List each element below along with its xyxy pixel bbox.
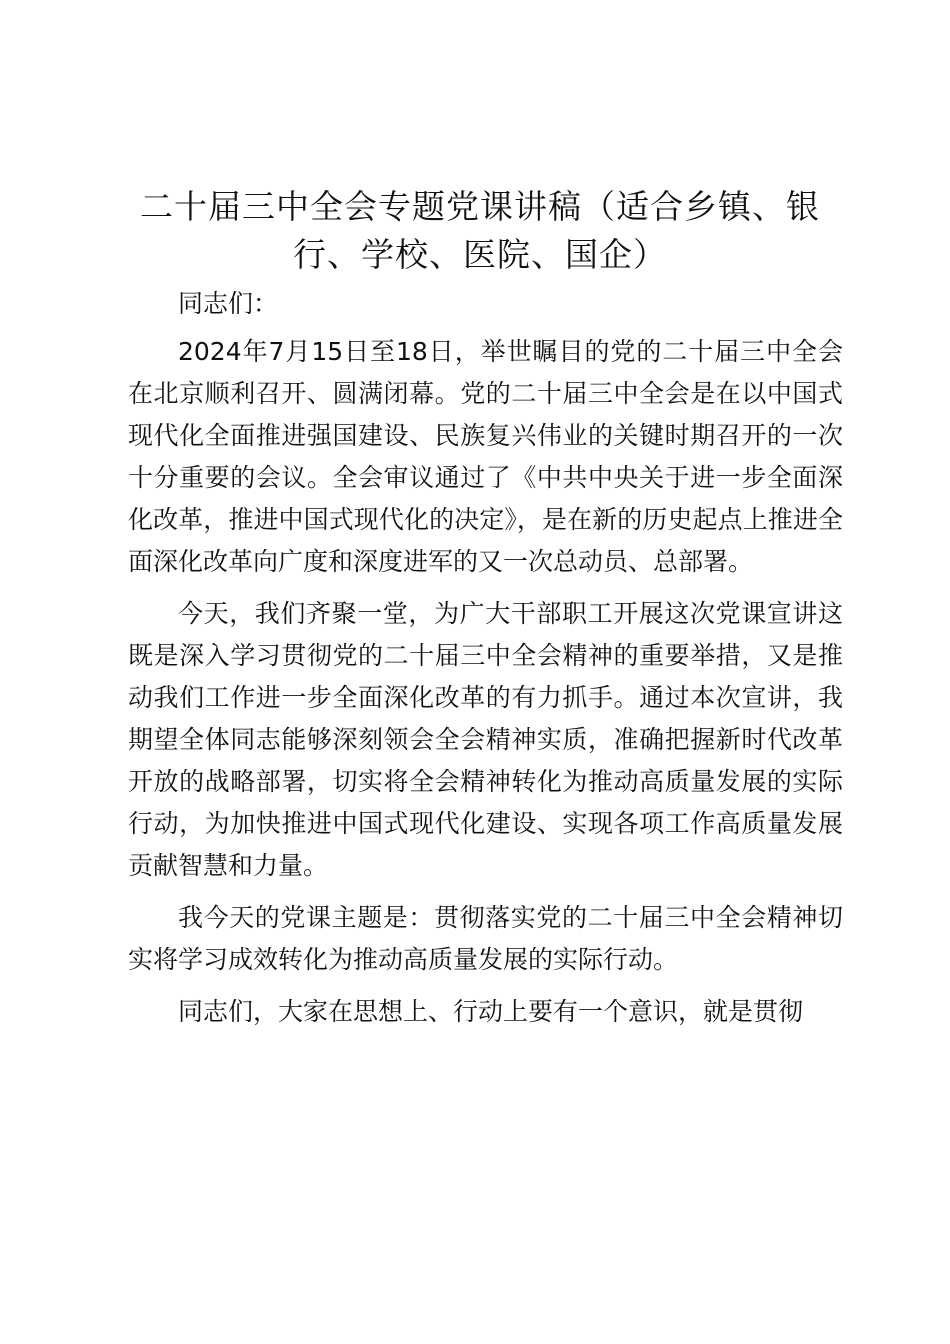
document-body (128, 283, 843, 1043)
salutation-paragraph: 同志们： (178, 289, 279, 318)
body-paragraph-2: 今天，我们齐聚一堂，为广大干部职工开展这次党课宣讲这既是深入学习贯彻党的二十届三中全会精神的重要举措，又是推动我们工作进一步全面深化改革的有力抓手。通过本次宣讲，我期望全体同志能够深刻领会全会精神实质，准确把握新时代改革开放的战略部署，切实将全会精神转化为推动高质量发展的实际行动，为加快推进中国式现代化建设、实现各项工作高质量发展贡献智慧和力量。 (128, 599, 843, 880)
body-paragraph-4: 同志们，大家在思想上、行动上要有一个意识，就是贯彻 (178, 997, 804, 1026)
body-paragraph-1: 2024年7月15日至18日，举世瞩目的党的二十届三中全会在北京顺利召开、圆满闭幕。党的二十届三中全会是在以中国式现代化全面推进强国建设、民族复兴伟业的关键时期召开的一次十分重要的会议。全会审议通过了《中共中央关于进一步全面深化改革，推进中国式现代化的决定》，是在新的历史起点上推进全面深化改革向广度和深度进军的又一次总动员、总部署。 (128, 337, 843, 576)
document-title: 二十届三中全会专题党课讲稿（适合乡镇、银行、学校、医院、国企） (140, 187, 820, 274)
body-paragraph-3: 我今天的党课主题是：贯彻落实党的二十届三中全会精神切实将学习成效转化为推动高质量发展的实际行动。 (128, 903, 843, 974)
